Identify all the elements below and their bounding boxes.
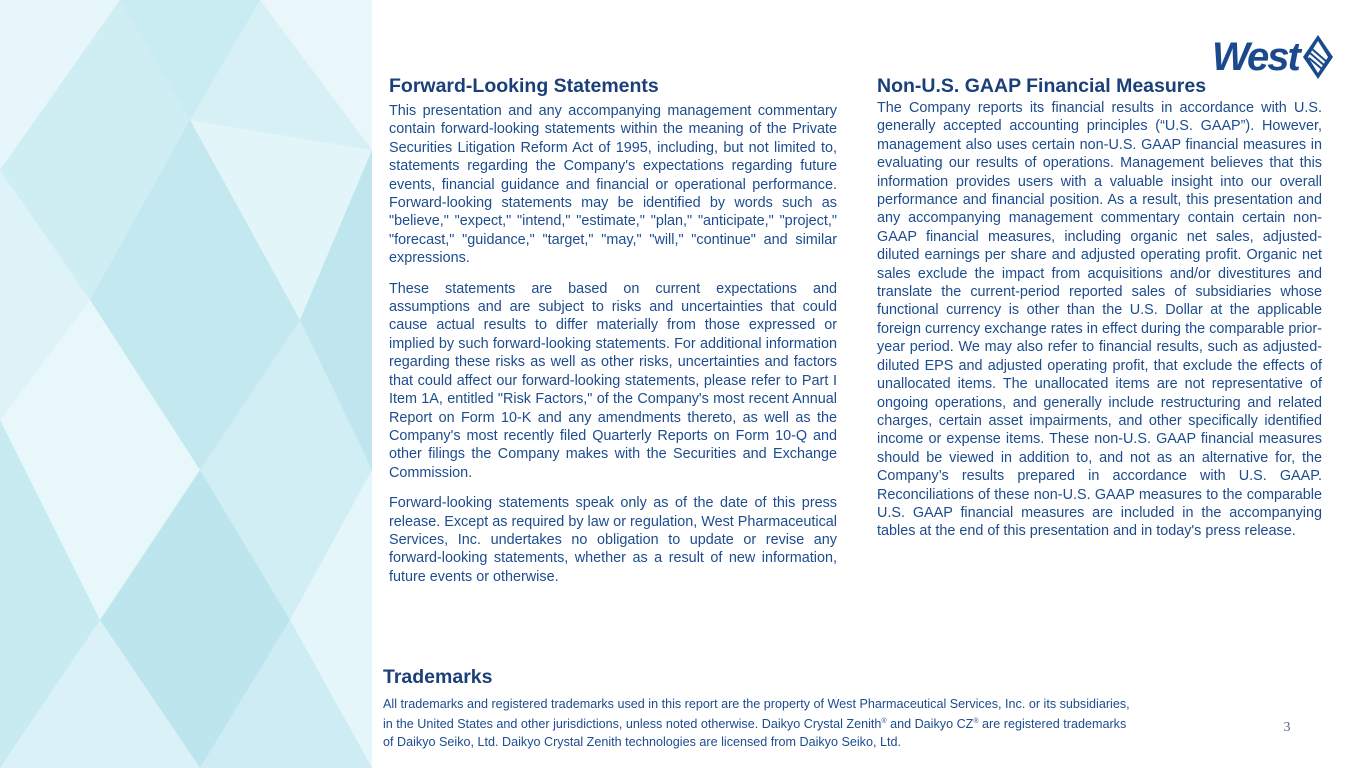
non-gaap-paragraph: The Company reports its financial results in accordance with U.S. generally accepted accounting principles (“U.S. GAAP”). However, management also uses certain non-U.S. GAAP financial measures in evaluating our results of operations. Management believes that this information provides users with a valuable insight into our overall performance and financial position. As a result, this presentation and any accompanying management commentary contain certain non-GAAP financial measures, including organic net sales, adjusted-diluted earnings per share and adjusted operating profit. Organic net sales exclude the impact from acquisitions and/or divestitures and translate the current-period reported sales of subsidiaries whose functional currency is other than the U.S. Dollar at the applicable foreign currency exchange rates in effect during the comparable prior-year period. We may also refer to financial results, such as adjusted-diluted EPS and adjusted operating profit, that exclude the effects of unallocated items. The unallocated items are not representative of ongoing operations, and generally include restructuring and related charges, certain asset impairments, and other specifically identified income or expense items. These non-U.S. GAAP financial measures should be viewed in addition to, and not as an alternative for, the Company’s results prepared in accordance with U.S. GAAP. Reconciliations of these non-U.S. GAAP measures to the comparable U.S. GAAP financial measures are included in the accompanying tables at the end of this presentation and in today's press release. — [877, 100, 1322, 540]
non-gaap-section — [877, 75, 1322, 541]
forward-looking-heading: Forward-Looking Statements — [389, 75, 659, 97]
registered-mark: ® — [881, 718, 887, 725]
forward-looking-paragraph-3: Forward-looking statements speak only as of the date of this press release. Except as required by law or regulation, West Pharmaceutical Services, Inc. undertakes no obligation to update or revise any forward-looking statements, whether as a result of new information, future events or otherwise. — [389, 495, 837, 585]
logo-wordmark: West — [1212, 34, 1299, 79]
trademarks-section — [383, 666, 1263, 751]
page-number: 3 — [1283, 720, 1291, 735]
trademarks-line-2a: in the United States and other jurisdictions, unless noted otherwise. Daikyo Crystal Zenith — [383, 717, 882, 732]
trademarks-text — [383, 695, 1263, 751]
trademarks-line-1: All trademarks and registered trademarks used in this report are the property of West Pharmaceutical Services, Inc. or its subsidiaries, — [383, 697, 1130, 711]
trademarks-line-2b: and Daikyo CZ — [886, 717, 974, 732]
diamond-icon — [1301, 33, 1335, 81]
geometric-pattern-graphic — [0, 0, 372, 768]
forward-looking-section — [389, 75, 837, 586]
trademarks-heading: Trademarks — [383, 666, 493, 688]
registered-mark: ® — [973, 718, 979, 725]
decorative-background-panel — [0, 0, 372, 768]
forward-looking-paragraph-2: These statements are based on current expectations and assumptions and are subject to risks and uncertainties that could cause actual results to differ materially from those expressed or implied by such forward-looking statements. For additional information regarding these risks as well as other risks, uncertainties and factors that could affect our forward-looking statements, please refer to Part I Item 1A, entitled "Risk Factors," of the Company's most recent Annual Report on Form 10-K and any amendments thereto, as well as the Company's most recently filed Quarterly Reports on Form 10-Q and other filings the Company makes with the Securities and Exchange Commission. — [389, 280, 837, 481]
forward-looking-paragraph-1: This presentation and any accompanying management commentary contain forward-looking statements within the meaning of the Private Securities Litigation Reform Act of 1995, including, but not limited to, statements regarding the Company's expectations regarding future events, financial guidance and financial or operational performance. Forward-looking statements may be identified by words such as "believe," "expect," "intend," "estimate," "plan," "anticipate," "project," "forecast," "guidance," "target," "may," "will," "continue" and similar expressions. — [389, 103, 837, 267]
trademarks-line-2c: are registered trademarks — [978, 717, 1127, 732]
non-gaap-heading: Non-U.S. GAAP Financial Measures — [877, 75, 1207, 97]
trademarks-line-3: of Daikyo Seiko, Ltd. Daikyo Crystal Zenith technologies are licensed from Daikyo Seiko, Ltd. — [383, 735, 901, 750]
